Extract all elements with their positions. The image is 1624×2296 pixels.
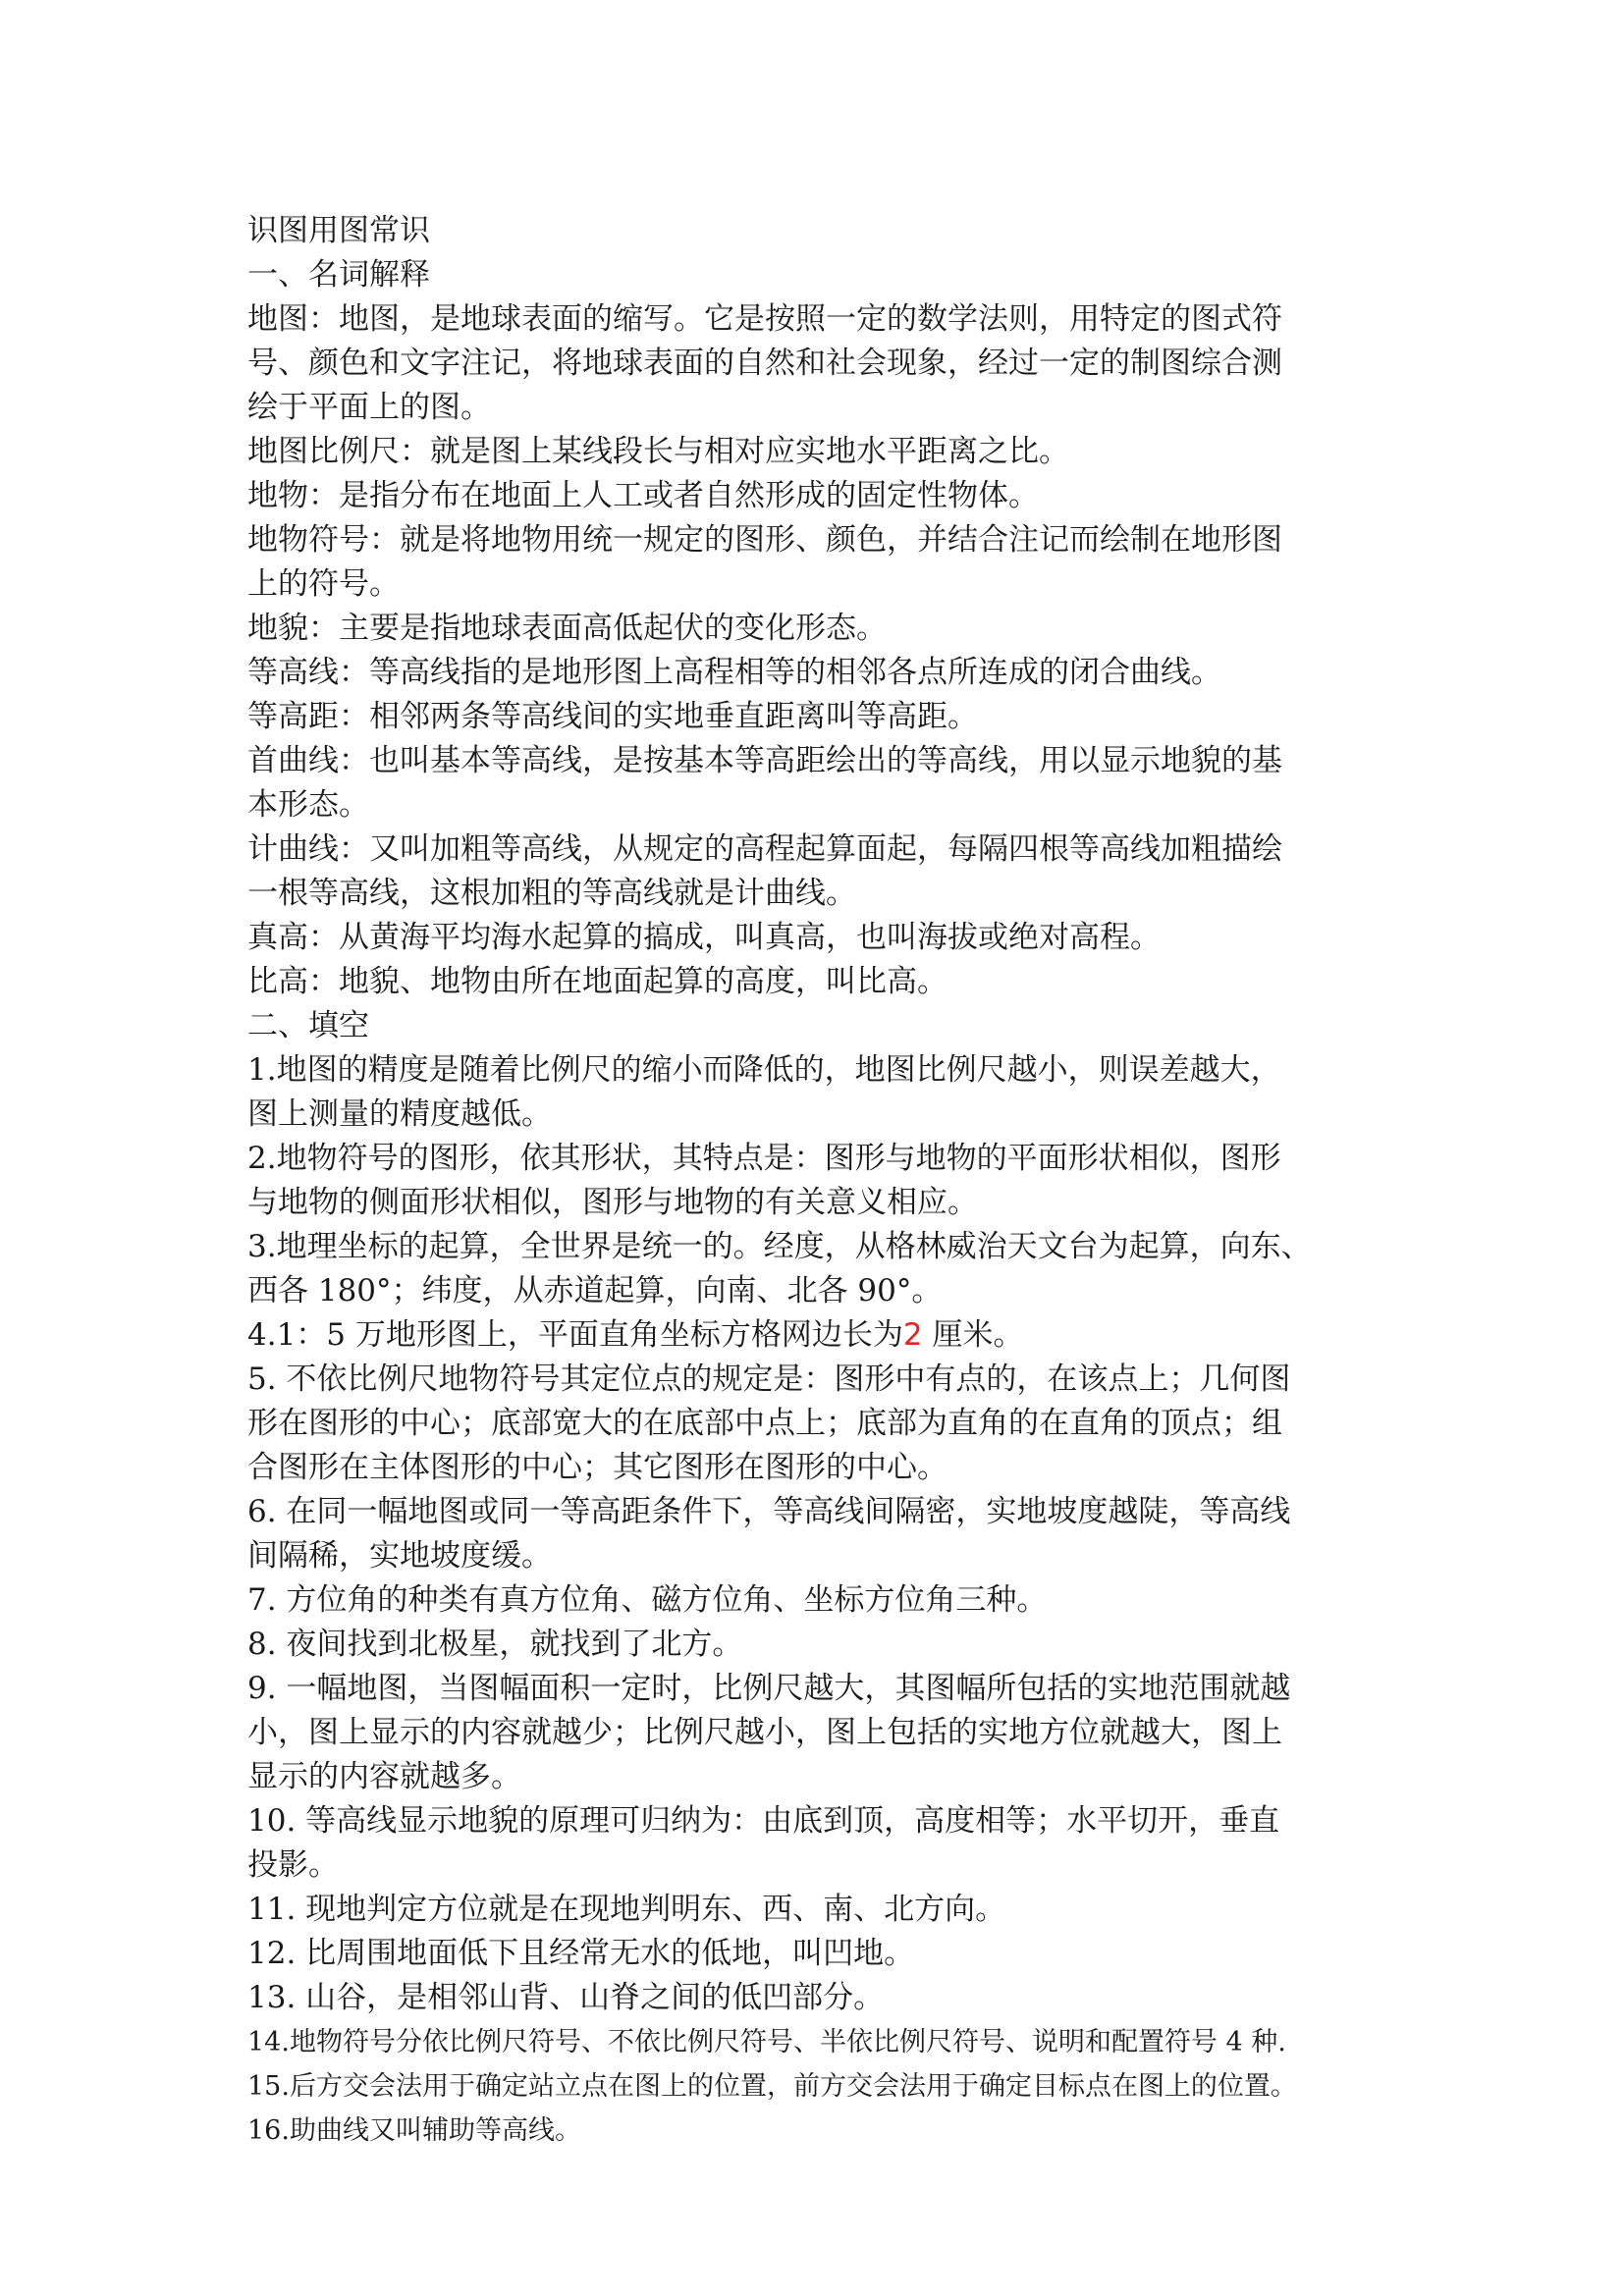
- fill-item-10: [247, 1799, 1406, 1888]
- text-line: 合图形在主体图形的中心；其它图形在图形的中心。: [247, 1450, 947, 1485]
- definition-contour-interval: 等高距：相邻两条等高线间的实地垂直距离叫等高距。: [247, 699, 978, 734]
- text-line: 小，图上显示的内容就越少；比例尺越小，图上包括的实地方位就越大，图上: [247, 1715, 1282, 1750]
- definition-index-contour: [247, 828, 1406, 916]
- text-line: 3.地理坐标的起算，全世界是统一的。经度，从格林威治天文台为起算，向东、: [247, 1229, 1312, 1264]
- fill-item-15: 15.后方交会法用于确定站立点在图上的位置，前方交会法用于确定目标点在图上的位置。: [247, 2071, 1297, 2102]
- definition-index-contour-basic: [247, 739, 1406, 828]
- fill-item-6: [247, 1490, 1406, 1578]
- text-line: 形在图形的中心；底部宽大的在底部中点上；底部为直角的在直角的顶点；组: [247, 1406, 1282, 1441]
- text-line: 一根等高线，这根加粗的等高线就是计曲线。: [247, 876, 856, 911]
- text-line: 与地物的侧面形状相似，图形与地物的有关意义相应。: [247, 1185, 978, 1220]
- document-page: [247, 209, 1406, 2153]
- text-span: 4.1：5 万地形图上，平面直角坐标方格网边长为: [247, 1317, 903, 1353]
- fill-item-1: [247, 1048, 1406, 1137]
- fill-item-16: 16.助曲线又叫辅助等高线。: [247, 2115, 581, 2146]
- text-line: 9. 一幅地图，当图幅面积一定时，比例尺越大，其图幅所包括的实地范围就越: [247, 1671, 1291, 1706]
- text-line: 绘于平面上的图。: [247, 390, 491, 425]
- fill-item-11: 11. 现地判定方位就是在现地判明东、西、南、北方向。: [247, 1892, 1006, 1927]
- definition-map: [247, 297, 1406, 430]
- fill-item-7: 7. 方位角的种类有真方位角、磁方位角、坐标方位角三种。: [247, 1582, 1048, 1618]
- fill-item-8: 8. 夜间找到北极星，就找到了北方。: [247, 1627, 743, 1662]
- text-line: 图上测量的精度越低。: [247, 1096, 552, 1132]
- fill-item-4: [247, 1313, 1406, 1358]
- text-line: 首曲线：也叫基本等高线，是按基本等高距绘出的等高线，用以显示地貌的基: [247, 743, 1282, 778]
- text-line: 1.地图的精度是随着比例尺的缩小而降低的，地图比例尺越小，则误差越大，: [247, 1052, 1281, 1088]
- text-line: 号、颜色和文字注记，将地球表面的自然和社会现象，经过一定的制图综合测: [247, 346, 1282, 381]
- definition-feature: 地物：是指分布在地面上人工或者自然形成的固定性物体。: [247, 478, 1039, 513]
- text-line: 地图：地图，是地球表面的缩写。它是按照一定的数学法则，用特定的图式符: [247, 301, 1282, 337]
- text-line: 投影。: [247, 1847, 339, 1883]
- definition-map-scale: 地图比例尺：就是图上某线段长与相对应实地水平距离之比。: [247, 434, 1069, 469]
- text-line: 显示的内容就越多。: [247, 1759, 521, 1794]
- text-line: 本形态。: [247, 787, 369, 823]
- fill-item-3: [247, 1225, 1406, 1313]
- highlighted-answer: 2: [902, 1317, 923, 1353]
- text-line: 6. 在同一幅地图或同一等高距条件下，等高线间隔密，实地坡度越陡，等高线: [247, 1494, 1291, 1529]
- text-line: 计曲线：又叫加粗等高线，从规定的高程起算面起，每隔四根等高线加粗描绘: [247, 831, 1282, 867]
- text-span: 厘米。: [922, 1317, 1024, 1353]
- text-line: 西各 180°；纬度，从赤道起算，向南、北各 90°。: [247, 1273, 943, 1308]
- text-line: 地物符号：就是将地物用统一规定的图形、颜色，并结合注记而绘制在地形图: [247, 522, 1282, 558]
- section-heading-1: 一、名词解释: [247, 257, 430, 293]
- fill-item-2: [247, 1137, 1406, 1225]
- fill-item-5: [247, 1358, 1406, 1490]
- fill-item-14: 14.地物符号分依比例尺符号、不依比例尺符号、半依比例尺符号、说明和配置符号 4 种.: [247, 2027, 1286, 2057]
- text-line: 10. 等高线显示地貌的原理可归纳为：由底到顶，高度相等；水平切开，垂直: [247, 1803, 1280, 1839]
- section-heading-2: 二、填空: [247, 1008, 369, 1043]
- definition-landform: 地貌：主要是指地球表面高低起伏的变化形态。: [247, 611, 887, 646]
- fill-item-13: 13. 山谷，是相邻山背、山脊之间的低凹部分。: [247, 1980, 885, 2015]
- text-line: 2.地物符号的图形，依其形状，其特点是：图形与地物的平面形状相似，图形: [247, 1141, 1281, 1176]
- definition-true-height: 真高：从黄海平均海水起算的搞成，叫真高，也叫海拔或绝对高程。: [247, 920, 1161, 955]
- definition-relative-height: 比高：地貌、地物由所在地面起算的高度，叫比高。: [247, 964, 947, 999]
- fill-item-12: 12. 比周围地面低下且经常无水的低地，叫凹地。: [247, 1936, 915, 1971]
- definition-feature-symbol: [247, 518, 1406, 607]
- text-line: 5. 不依比例尺地物符号其定位点的规定是：图形中有点的，在该点上；几何图: [247, 1362, 1291, 1397]
- doc-title: 识图用图常识: [247, 213, 430, 248]
- text-line: 间隔稀，实地坡度缓。: [247, 1538, 552, 1574]
- fill-item-9: [247, 1667, 1406, 1799]
- definition-contour: 等高线：等高线指的是地形图上高程相等的相邻各点所连成的闭合曲线。: [247, 655, 1221, 690]
- text-line: 上的符号。: [247, 566, 400, 602]
